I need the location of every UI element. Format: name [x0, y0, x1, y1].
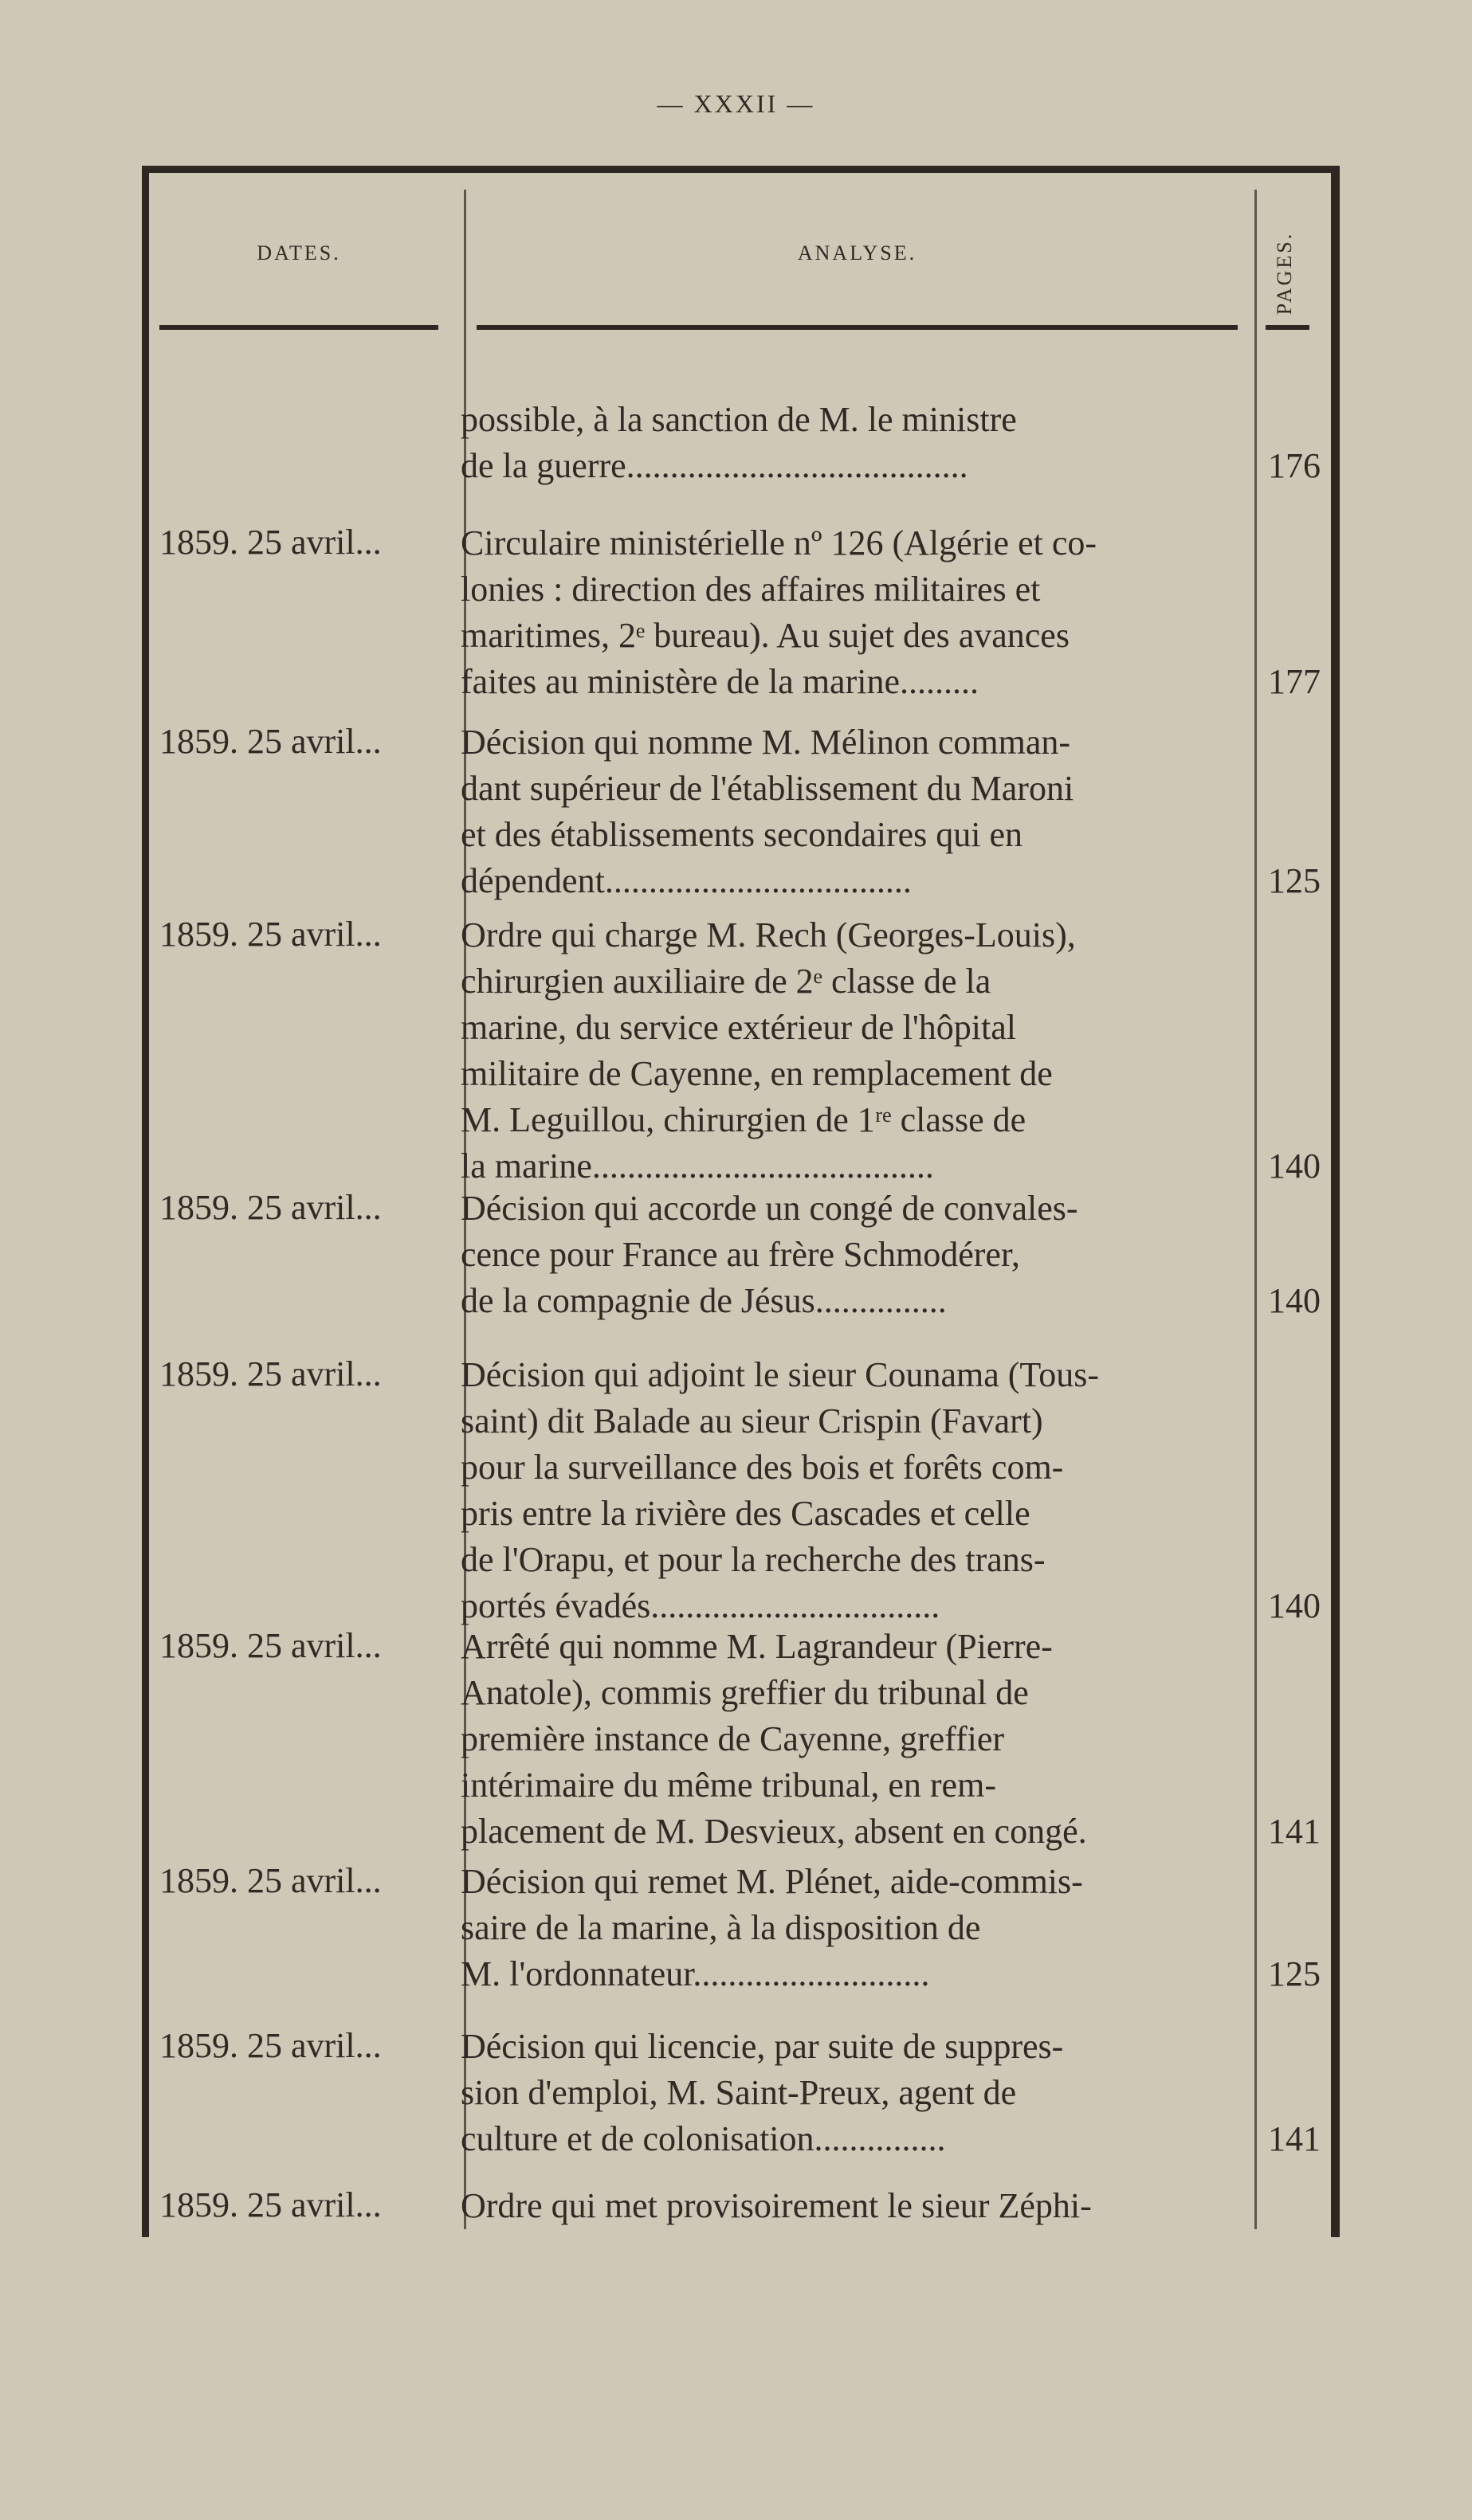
entry-date: 1859. 25 avril...: [159, 2026, 382, 2065]
entry-page-number: 140: [1268, 1146, 1321, 1186]
entry-analysis: [461, 1624, 1224, 1855]
analysis-line: Décision qui remet M. Plénet, aide-commis-: [461, 1862, 1083, 1901]
entry-analysis: [461, 520, 1224, 705]
entry-date: 1859. 25 avril...: [159, 915, 382, 954]
top-rule: [142, 166, 1340, 173]
entry-analysis: [461, 2024, 1224, 2162]
entry-analysis: [461, 912, 1224, 1189]
analysis-line: chirurgien auxiliaire de 2ᵉ classe de la: [461, 962, 991, 1001]
entry-page-number: 125: [1268, 1954, 1321, 1993]
analysis-header: ANALYSE.: [797, 241, 917, 265]
analysis-line: lonies : direction des affaires militaires et: [461, 570, 1041, 609]
analysis-line: marine, du service extérieur de l'hôpital: [461, 1008, 1016, 1047]
entry-date: 1859. 25 avril...: [159, 2185, 382, 2224]
entry-page-number: 140: [1268, 1281, 1321, 1320]
analysis-line: M. l'ordonnateur...........................: [461, 1954, 930, 1993]
analysis-line: Ordre qui met provisoirement le sieur Zéphi-: [461, 2186, 1092, 2225]
analysis-line: possible, à la sanction de M. le ministre: [461, 400, 1017, 439]
analysis-line: Décision qui adjoint le sieur Counama (Tous-: [461, 1355, 1099, 1394]
entry-page-number: 125: [1268, 861, 1321, 900]
analysis-line: M. Leguillou, chirurgien de 1ʳᵉ classe de: [461, 1100, 1026, 1139]
entry-date: 1859. 25 avril...: [159, 1354, 382, 1393]
right-rule: [1331, 166, 1340, 2237]
analysis-line: saire de la marine, à la disposition de: [461, 1908, 981, 1947]
entry-analysis: [461, 2183, 1224, 2229]
pages-header: PAGES.: [1273, 231, 1296, 315]
analysis-line: saint) dit Balade au sieur Crispin (Favart): [461, 1401, 1043, 1440]
analysis-line: pris entre la rivière des Cascades et celle: [461, 1494, 1030, 1533]
entry-analysis: [461, 1186, 1224, 1324]
analysis-line: militaire de Cayenne, en remplacement de: [461, 1054, 1053, 1093]
analysis-header-rule: [477, 325, 1238, 330]
dates-header: DATES.: [257, 241, 341, 265]
dates-header-rule: [159, 325, 438, 330]
analysis-line: cence pour France au frère Schmodérer,: [461, 1235, 1020, 1274]
analysis-line: dant supérieur de l'établissement du Maroni: [461, 769, 1074, 808]
analysis-line: de l'Orapu, et pour la recherche des trans-: [461, 1540, 1046, 1579]
analysis-line: Anatole), commis greffier du tribunal de: [461, 1673, 1029, 1712]
analysis-line: Circulaire ministérielle nº 126 (Algérie et co-: [461, 523, 1097, 562]
left-rule: [142, 166, 149, 2237]
analysis-line: de la guerre.......................................: [461, 446, 968, 485]
analysis-line: première instance de Cayenne, greffier: [461, 1719, 1005, 1758]
analysis-line: placement de M. Desvieux, absent en congé.: [461, 1812, 1087, 1851]
analysis-line: de la compagnie de Jésus...............: [461, 1281, 947, 1320]
entry-date: 1859. 25 avril...: [159, 1626, 382, 1665]
analysis-line: Décision qui licencie, par suite de suppres-: [461, 2027, 1064, 2066]
entry-date: 1859. 25 avril...: [159, 1188, 382, 1227]
entry-date: 1859. 25 avril...: [159, 1861, 382, 1900]
entry-page-number: 141: [1268, 2119, 1321, 2158]
analysis-line: maritimes, 2ᵉ bureau). Au sujet des avances: [461, 616, 1070, 655]
entry-analysis: [461, 397, 1224, 489]
analysis-line: la marine.......................................: [461, 1146, 934, 1186]
entry-date: 1859. 25 avril...: [159, 722, 382, 761]
analysis-line: sion d'emploi, M. Saint-Preux, agent de: [461, 2073, 1017, 2112]
analysis-line: pour la surveillance des bois et forêts com-: [461, 1448, 1064, 1487]
entry-page-number: 140: [1268, 1586, 1321, 1625]
analysis-line: Décision qui accorde un congé de convales-: [461, 1189, 1078, 1228]
analysis-line: faites au ministère de la marine.........: [461, 662, 979, 701]
analysis-line: dépendent...................................: [461, 861, 912, 900]
analysis-line: Décision qui nomme M. Mélinon comman-: [461, 723, 1070, 762]
entry-analysis: [461, 1859, 1224, 1997]
entry-page-number: 141: [1268, 1812, 1321, 1851]
entry-analysis: [461, 1352, 1224, 1629]
pages-column-divider: [1254, 190, 1257, 2229]
entry-page-number: 176: [1268, 446, 1321, 485]
entry-date: 1859. 25 avril...: [159, 523, 382, 562]
analysis-line: Arrêté qui nomme M. Lagrandeur (Pierre-: [461, 1627, 1053, 1666]
analysis-line: intérimaire du même tribunal, en rem-: [461, 1766, 996, 1805]
analysis-line: culture et de colonisation...............: [461, 2119, 946, 2158]
analysis-line: portés évadés.................................: [461, 1586, 940, 1625]
entry-page-number: 177: [1268, 662, 1321, 701]
page-header: — XXXII —: [657, 89, 815, 118]
entry-analysis: [461, 719, 1224, 904]
analysis-line: et des établissements secondaires qui en: [461, 815, 1023, 854]
analysis-line: Ordre qui charge M. Rech (Georges-Louis),: [461, 915, 1076, 954]
